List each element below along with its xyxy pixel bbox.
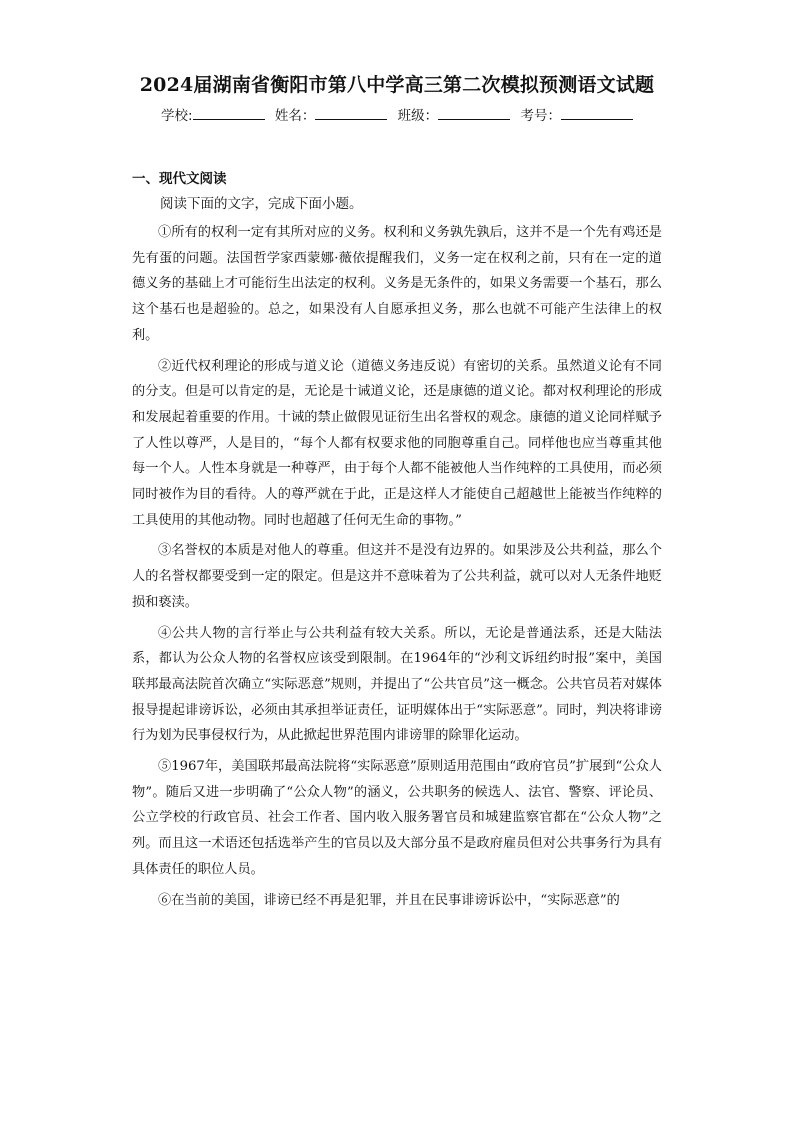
reading-passage (132, 220, 662, 918)
name-blank[interactable] (315, 107, 387, 120)
paragraph-2: ②近代权利理论的形成与道义论（道德义务违反说）有密切的关系。虽然道义论有不同的分支。但是可以肯定的是，无论是十诫道义论，还是康德的道义论。都对权利理论的形成和发展起着重要的作用。十诫的禁止做假见证衍生出名誉权的观念。康德的道义论同样赋予了人性以尊严，人是目的，“每个人都有权要求他的同胞尊重自己。同样他也应当尊重其他每一个人。人性本身就是一种尊严，由于每个人都不能被他人当作纯粹的工具使用，而必须同时被作为目的看待。人的尊严就在于此，正是这样人才能使自己超越世上能被当作纯粹的工具使用的其他动物。同时也超越了任何无生命的事物。” (132, 358, 662, 528)
exam-number-blank[interactable] (561, 107, 633, 120)
paragraph-3: ③名誉权的本质是对他人的尊重。但这并不是没有边界的。如果涉及公共利益，那么个人的名誉权都要受到一定的限定。但是这并不意味着为了公共利益，就可以对人无条件地贬损和亵渎。 (132, 543, 662, 610)
class-blank[interactable] (438, 107, 510, 120)
student-info-line (0, 104, 794, 124)
name-label: 姓名： (274, 108, 316, 124)
exam-number-field (520, 104, 633, 124)
document-title: 2024届湖南省衡阳市第八中学高三第二次模拟预测语文试题 (139, 74, 655, 96)
exam-number-label: 考号： (520, 108, 561, 124)
paragraph-5: ⑤1967年，美国联邦最高法院将“实际恶意”原则适用范围由“政府官员”扩展到“公众人物”。随后又进一步明确了“公众人物”的涵义，公共职务的候选人、法官、警察、评论员、公立学校的行政官员、社会工作者、国内收入服务署官员和城建监察官都在“公众人物”之列。而且这一术语还包括选举产生的官员以及大部分虽不是政府雇员但对公共事务行为具有具体责任的职位人员。 (132, 759, 662, 877)
paragraph-4: ④公共人物的言行举止与公共利益有较大关系。所以，无论是普通法系，还是大陆法系，都认为公众人物的名誉权应该受到限制。在1964年的“沙利文诉纽约时报”案中，美国联邦最高法院首次确立“实际恶意”规则，并提出了“公共官员”这一概念。公共官员若对媒体报导提起诽谤诉讼，必须由其承担举证责任，证明媒体出于“实际恶意”。同时，判决将诽谤行为划为民事侵权行为，从此掀起世界范围内诽谤罪的除罪化运动。 (132, 625, 662, 744)
reading-instruction: 阅读下面的文字，完成下面小题。 (160, 196, 363, 212)
name-field (275, 104, 388, 124)
class-label: 班级： (397, 108, 439, 124)
school-label: 学校: (161, 108, 193, 124)
school-field (161, 104, 265, 124)
section-heading: 一、现代文阅读 (132, 171, 227, 187)
class-field (398, 104, 511, 124)
paragraph-1: ①所有的权利一定有其所对应的义务。权利和义务孰先孰后，这并不是一个先有鸡还是先有蛋的问题。法国哲学家西蒙娜·薇依提醒我们，义务一定在权利之前，只有在一定的道德义务的基础上才可能衍生出法定的权利。义务是无条件的，如果义务需要一个基石，那么这个基石也是超验的。总之，如果没有人自愿承担义务，那么也就不可能产生法律上的权利。 (132, 225, 662, 343)
paragraph-6: ⑥在当前的美国，诽谤已经不再是犯罪，并且在民事诽谤诉讼中，“实际恶意”的 (158, 892, 620, 908)
school-blank[interactable] (193, 107, 265, 120)
